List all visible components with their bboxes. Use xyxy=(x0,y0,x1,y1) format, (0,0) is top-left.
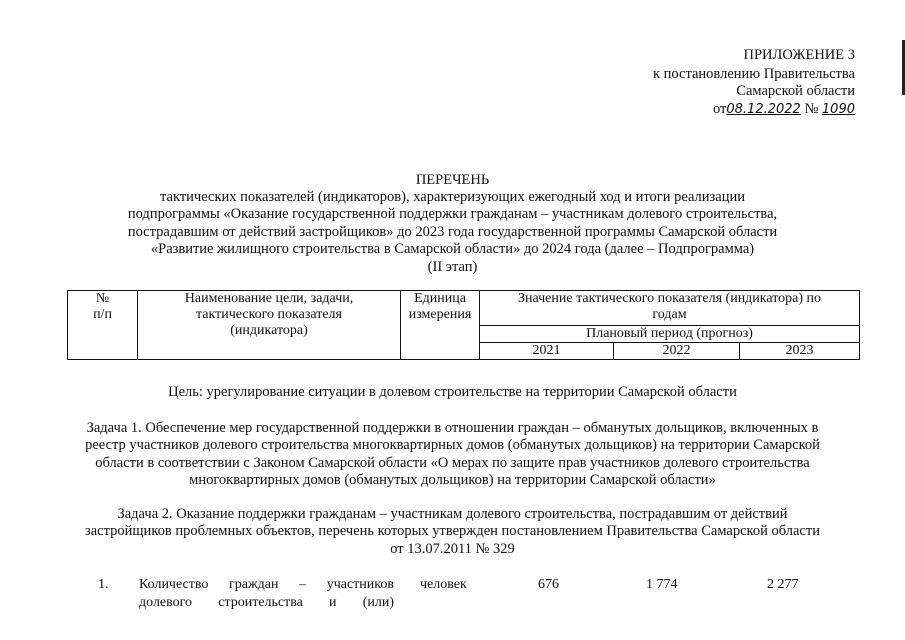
year-2021-header: 2021 xyxy=(480,343,614,360)
handwritten-number: 1090 xyxy=(821,102,855,117)
task1-line-1: Задача 1. Обеспечение мер государственной поддержки в отношении граждан – обманутых дольщиков, включенных в xyxy=(86,420,819,436)
indicators-table-header xyxy=(67,290,860,360)
col-value-header: Значение тактического показателя (индикатора) по годам xyxy=(480,291,860,326)
row1-value-2021: 676 xyxy=(538,577,559,592)
heading-line-3: пострадавшим от действий застройщиков» до 2023 года государственной программы Самарской области xyxy=(127,224,778,240)
row1-number: 1. xyxy=(98,577,109,592)
appendix-line2: Самарской области xyxy=(736,83,855,99)
appendix-title: ПРИЛОЖЕНИЕ 3 xyxy=(743,47,855,63)
col-unit-header: Единица измерения xyxy=(401,291,480,360)
heading-line-4: «Развитие жилищного строительства в Самарской области» до 2024 года (далее – Подпрограмма) xyxy=(150,241,755,257)
task1-line-3: области в соответствии с Законом Самарской области «О мерах по защите прав участников долевого строительства xyxy=(95,455,810,471)
col-name-header: Наименование цели, задачи, тактического показателя (индикатора) xyxy=(138,291,401,360)
task1-line-4: многоквартирных домов (обманутых дольщиков) на территории Самарской области» xyxy=(189,472,716,488)
appendix-date-number xyxy=(713,101,855,118)
task1-line-2: реестр участников долевого строительства многоквартирных домов (обманутых дольщиков) на территории Самарской xyxy=(85,437,820,453)
handwritten-date: 08.12.2022 xyxy=(726,102,801,117)
row1-value-2023: 2 277 xyxy=(767,577,799,592)
task2-line-1: Задача 2. Оказание поддержки гражданам – участникам долевого строительства, пострадавшим от действий xyxy=(117,506,788,522)
year-2023-header: 2023 xyxy=(740,343,860,360)
appendix-number-prefix: № xyxy=(804,101,819,117)
heading-line-2: подпрограммы «Оказание государственной поддержки гражданам – участникам долевого строительства, xyxy=(127,206,778,222)
heading-line-5: (II этап) xyxy=(427,259,478,275)
row1-unit: человек xyxy=(420,577,467,592)
heading-line-1: тактических показателей (индикаторов), характеризующих ежегодный ход и итоги реализации xyxy=(160,189,745,205)
year-2022-header: 2022 xyxy=(614,343,740,360)
appendix-line1: к постановлению Правительства xyxy=(653,66,855,82)
col-number-header: № п/п xyxy=(68,291,138,360)
row1-name-line2: долевого строительства и (или) xyxy=(139,595,394,610)
appendix-from-prefix: от xyxy=(712,101,727,117)
row1-value-2022: 1 774 xyxy=(646,577,678,592)
task2-line-3: от 13.07.2011 № 329 xyxy=(390,541,515,557)
document-title: ПЕРЕЧЕНЬ xyxy=(415,172,490,188)
goal-text: Цель: урегулирование ситуации в долевом строительстве на территории Самарской области xyxy=(168,384,737,400)
plan-period-header: Плановый период (прогноз) xyxy=(480,326,860,343)
row1-name-line1: Количество граждан – участников xyxy=(139,577,394,592)
task2-line-2: застройщиков проблемных объектов, перечень которых утвержден постановлением Правительства Самарской области xyxy=(85,523,820,539)
